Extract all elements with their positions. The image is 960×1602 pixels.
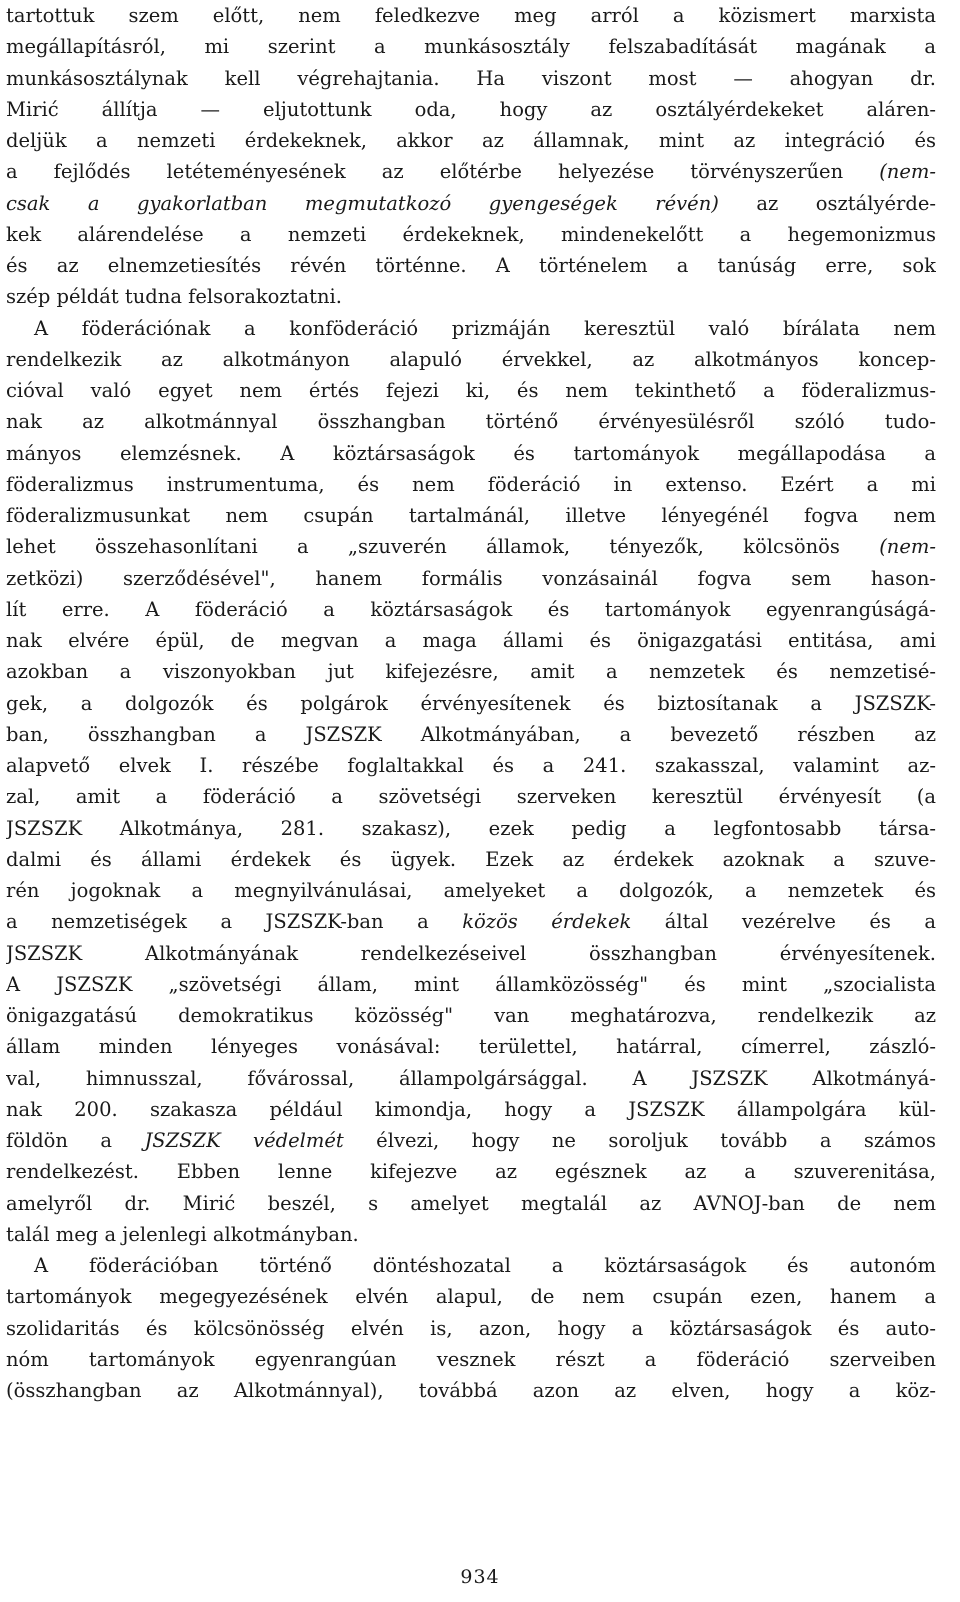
text-line: szép példát tudna felsorakoztatni. <box>6 285 342 309</box>
text-line: val, himnusszal, fővárossal, állampolgársággal. A JSZSZK Alkotmányá- <box>6 1066 936 1090</box>
text-line: föderalizmus instrumentuma, és nem föderáció in extenso. Ezért a mi <box>6 472 936 496</box>
text-line: megállapításról, mi szerint a munkásosztály felszabadítását magának a <box>6 35 936 59</box>
text-line: kek alárendelése a nemzeti érdekeknek, mindenekelőtt a hegemonizmus <box>6 222 936 246</box>
text-line: a fejlődés letéteményesének az előtérbe helyezése törvényszerűen (nem- <box>6 160 936 184</box>
text-line: deljük a nemzeti érdekeknek, akkor az államnak, mint az integráció és <box>6 129 936 152</box>
text-line: A JSZSZK „szövetségi állam, mint államközösség" és mint „szocialista <box>6 972 936 996</box>
text-line: lehet összehasonlítani a „szuverén államok, tényezők, kölcsönös (nem- <box>6 535 936 559</box>
text-line: JSZSZK Alkotmányának rendelkezéseivel összhangban érvényesítenek. <box>6 941 936 965</box>
document-page <box>6 0 936 1406</box>
text-line: szolidaritás és kölcsönösség elvén is, azon, hogy a köztársaságok és auto- <box>6 1316 936 1340</box>
text-line: talál meg a jelenlegi alkotmányban. <box>6 1222 359 1246</box>
text-line: és az elnemzetiesítés révén történne. A történelem a tanúság erre, sok <box>6 254 936 277</box>
text-line: föderalizmusunkat nem csupán tartalmánál, illetve lényegénél fogva nem <box>6 504 936 527</box>
page-number: 934 <box>460 1566 500 1588</box>
text-line: JSZSZK Alkotmánya, 281. szakasz), ezek pedig a legfontosabb társa- <box>6 816 936 840</box>
text-line: zetközi) szerződésével", hanem formális vonzásainál fogva sem hason- <box>6 566 936 590</box>
text-line: mányos elemzésnek. A köztársaságok és tartományok megállapodása a <box>6 441 936 465</box>
text-line: állam minden lényeges vonásával: területtel, határral, címerrel, zászló- <box>6 1035 936 1059</box>
text-line: (összhangban az Alkotmánnyal), továbbá azon az elven, hogy a köz- <box>6 1379 936 1402</box>
text-line: amelyről dr. Mirić beszél, s amelyet megtalál az AVNOJ-ban de nem <box>6 1191 936 1215</box>
text-line: nóm tartományok egyenrangúan vesznek részt a föderáció szerveiben <box>6 1347 936 1371</box>
paragraph-1 <box>6 0 936 313</box>
text-line: földön a JSZSZK védelmét élvezi, hogy ne soroljuk tovább a számos <box>6 1129 936 1152</box>
text-line: munkásosztálynak kell végrehajtania. Ha viszont most — ahogyan dr. <box>6 66 936 90</box>
text-line: rendelkezik az alkotmányon alapuló érvekkel, az alkotmányos koncep- <box>6 347 936 371</box>
text-line: cióval való egyet nem értés fejezi ki, és nem tekinthető a föderalizmus- <box>6 379 936 402</box>
text-line: zal, amit a föderáció a szövetségi szerveken keresztül érvényesít (a <box>6 785 936 809</box>
text-line: nak az alkotmánnyal összhangban történő érvényesülésről szóló tudo- <box>6 410 936 434</box>
text-line: a nemzetiségek a JSZSZK-ban a közös érdekek által vezérelve és a <box>6 910 936 934</box>
text-line: A föderációnak a konföderáció prizmáján keresztül való bírálata nem <box>34 316 936 340</box>
text-line: rén jogoknak a megnyilvánulásai, amelyeket a dolgozók, a nemzetek és <box>6 879 936 902</box>
text-line: önigazgatású demokratikus közösség" van meghatározva, rendelkezik az <box>6 1004 936 1027</box>
text-line: tartományok megegyezésének elvén alapul, de nem csupán ezen, hanem a <box>6 1285 936 1309</box>
paragraph-3 <box>6 1250 936 1406</box>
text-line: nak elvére épül, de megvan a maga állami és önigazgatási entitása, ami <box>6 629 936 652</box>
paragraph-2 <box>6 313 936 1251</box>
text-line: tartottuk szem előtt, nem feledkezve meg arról a közismert marxista <box>6 4 936 27</box>
text-line: rendelkezést. Ebben lenne kifejezve az egésznek az a szuverenitása, <box>6 1160 936 1184</box>
text-line: A föderációban történő döntéshozatal a köztársaságok és autonóm <box>34 1254 936 1277</box>
text-line: nak 200. szakasza például kimondja, hogy a JSZSZK állampolgára kül- <box>6 1097 936 1121</box>
text-line: dalmi és állami érdekek és ügyek. Ezek az érdekek azoknak a szuve- <box>6 847 936 871</box>
text-line: alapvető elvek I. részébe foglaltakkal és a 241. szakasszal, valamint az- <box>6 754 936 777</box>
text-line: ban, összhangban a JSZSZK Alkotmányában, a bevezető részben az <box>6 722 936 746</box>
text-line: Mirić állítja — eljutottunk oda, hogy az osztályérdekeket aláren- <box>6 97 936 121</box>
text-line: azokban a viszonyokban jut kifejezésre, amit a nemzetek és nemzetisé- <box>6 660 936 684</box>
text-line: gek, a dolgozók és polgárok érvényesítenek és biztosítanak a JSZSZK- <box>6 691 936 715</box>
text-line: csak a gyakorlatban megmutatkozó gyengeségek révén) az osztályérde- <box>6 191 936 215</box>
text-line: lít erre. A föderáció a köztársaságok és tartományok egyenrangúságá- <box>6 597 936 621</box>
